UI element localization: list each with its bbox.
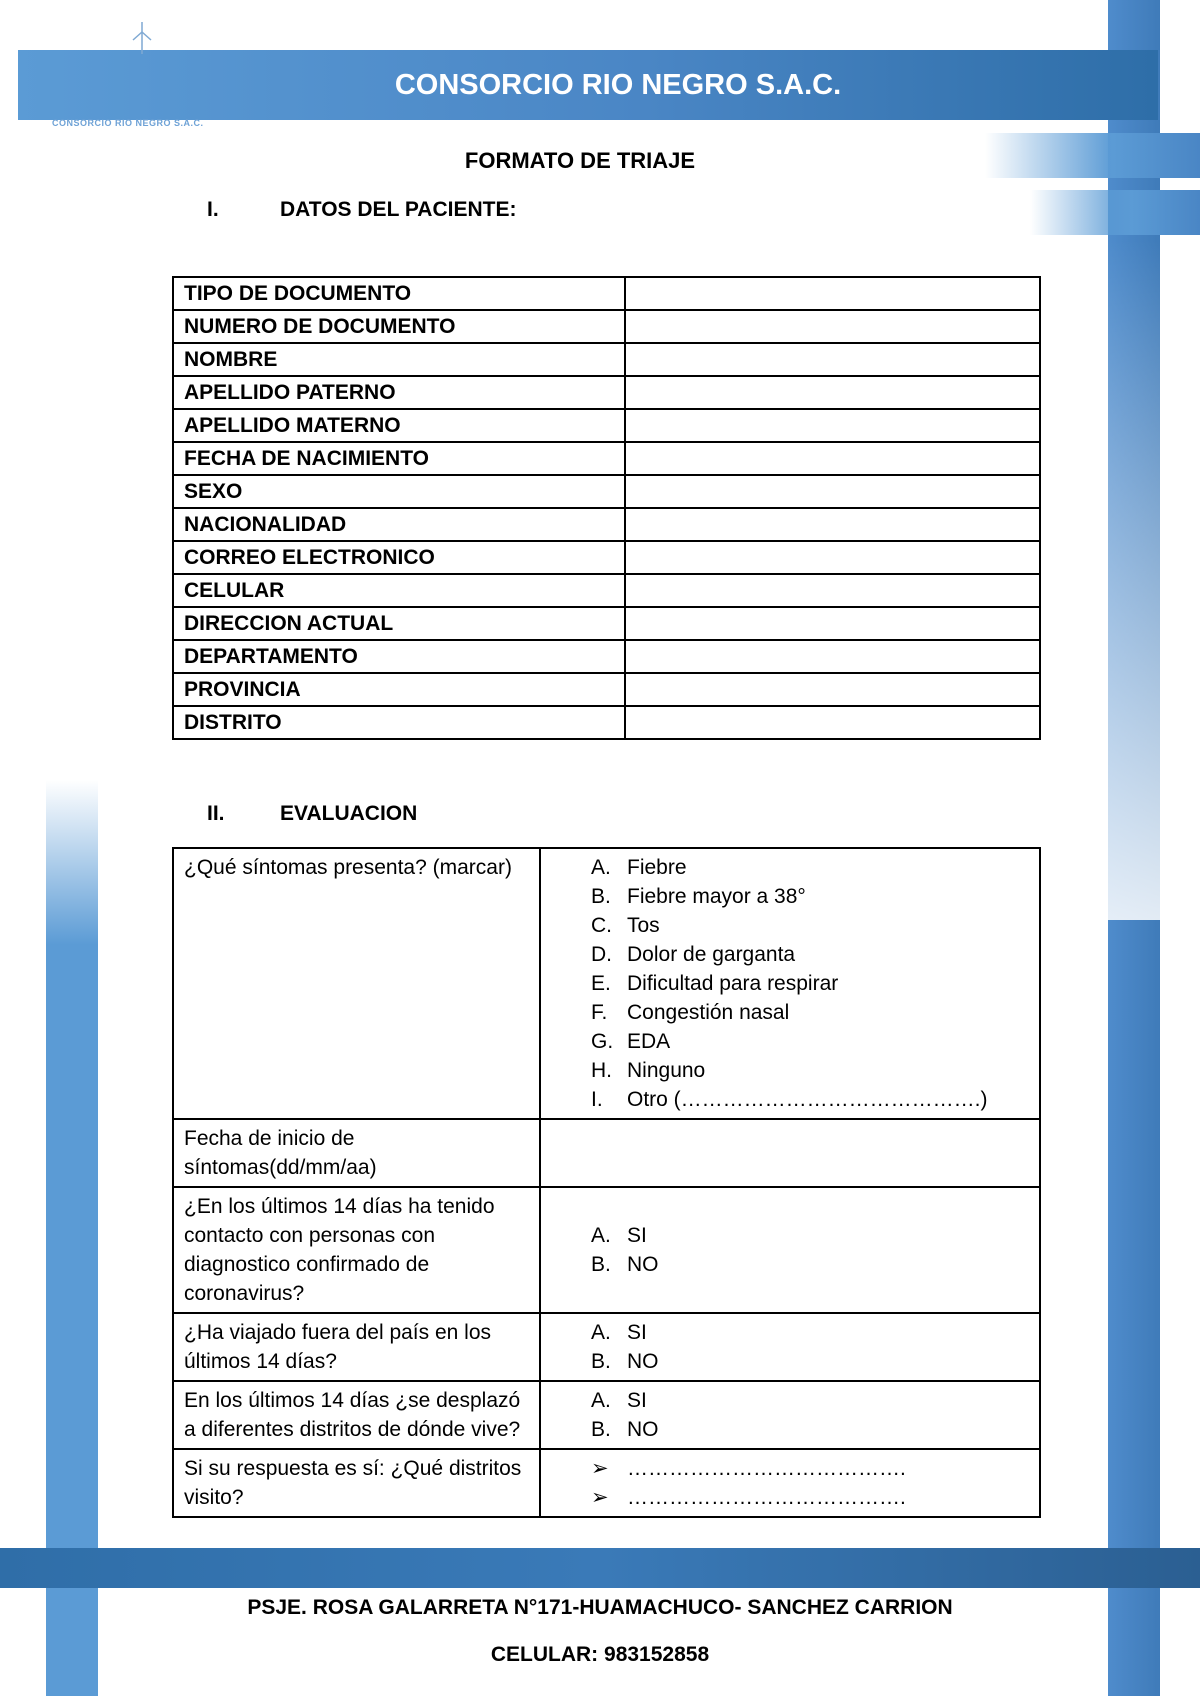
patient-row bbox=[173, 607, 1040, 640]
patient-field-label: DISTRITO bbox=[173, 706, 625, 739]
which-districts-question: Si su respuesta es sí: ¿Qué distritos visito? bbox=[173, 1449, 540, 1517]
option-key: A. bbox=[591, 856, 611, 879]
blank-line: …………………………………. bbox=[627, 1486, 906, 1509]
patient-row bbox=[173, 442, 1040, 475]
yes-no-list bbox=[551, 1221, 1029, 1279]
option-key: I. bbox=[591, 1088, 603, 1111]
option-label: SI bbox=[627, 1389, 647, 1412]
right-band-fade bbox=[1108, 240, 1168, 920]
option-label: Otro (…………………………………….) bbox=[627, 1088, 988, 1111]
travel-question: ¿Ha viajado fuera del país en los últimos 14 días? bbox=[173, 1313, 540, 1381]
contact-question: ¿En los últimos 14 días ha tenido contacto con personas con diagnostico confirmado de coronavirus? bbox=[173, 1187, 540, 1313]
option-label: NO bbox=[627, 1418, 659, 1441]
patient-field-label: APELLIDO PATERNO bbox=[173, 376, 625, 409]
patient-field-value[interactable] bbox=[625, 541, 1040, 574]
patient-field-value[interactable] bbox=[625, 673, 1040, 706]
patient-field-value[interactable] bbox=[625, 442, 1040, 475]
symptoms-options bbox=[540, 848, 1040, 1119]
patient-row bbox=[173, 409, 1040, 442]
symptom-option[interactable] bbox=[591, 882, 1029, 911]
patient-row bbox=[173, 310, 1040, 343]
option-label: NO bbox=[627, 1350, 659, 1373]
symptom-option[interactable] bbox=[591, 1056, 1029, 1085]
yes-no-list bbox=[551, 1318, 1029, 1376]
eval-row-travel bbox=[173, 1313, 1040, 1381]
patient-field-value[interactable] bbox=[625, 376, 1040, 409]
arrow-bullet-icon: ➢ bbox=[591, 1457, 609, 1480]
symptom-option[interactable] bbox=[591, 969, 1029, 998]
symptom-option[interactable] bbox=[591, 998, 1029, 1027]
footer-band bbox=[0, 1548, 1200, 1588]
patient-field-value[interactable] bbox=[625, 409, 1040, 442]
patient-field-label: DEPARTAMENTO bbox=[173, 640, 625, 673]
option-key: B. bbox=[591, 885, 611, 908]
symptom-option[interactable] bbox=[591, 940, 1029, 969]
districts-question: En los últimos 14 días ¿se desplazó a diferentes distritos de dónde vive? bbox=[173, 1381, 540, 1449]
option-yes[interactable] bbox=[591, 1386, 1029, 1415]
eval-row-symptoms bbox=[173, 848, 1040, 1119]
symptom-option[interactable] bbox=[591, 911, 1029, 940]
option-key: B. bbox=[591, 1350, 611, 1373]
option-label: NO bbox=[627, 1253, 659, 1276]
patient-field-value[interactable] bbox=[625, 508, 1040, 541]
footer-address: PSJE. ROSA GALARRETA N°171-HUAMACHUCO- SANCHEZ CARRION bbox=[247, 1596, 953, 1619]
eval-row-which-districts bbox=[173, 1449, 1040, 1517]
travel-options bbox=[540, 1313, 1040, 1381]
option-key: D. bbox=[591, 943, 612, 966]
option-key: H. bbox=[591, 1059, 612, 1082]
wind-turbine-logo-icon bbox=[130, 18, 154, 54]
section-heading-evaluation bbox=[207, 802, 417, 826]
option-label: SI bbox=[627, 1224, 647, 1247]
blank-line: …………………………………. bbox=[627, 1457, 906, 1480]
contact-options bbox=[540, 1187, 1040, 1313]
arrow-bullet-icon: ➢ bbox=[591, 1486, 609, 1509]
option-no[interactable] bbox=[591, 1415, 1029, 1444]
patient-field-value[interactable] bbox=[625, 310, 1040, 343]
section-heading-patient bbox=[207, 198, 516, 222]
section-title: DATOS DEL PACIENTE: bbox=[280, 198, 517, 221]
option-yes[interactable] bbox=[591, 1221, 1029, 1250]
blank-line-item[interactable] bbox=[591, 1483, 1029, 1512]
patient-field-label: TIPO DE DOCUMENTO bbox=[173, 277, 625, 310]
onset-answer-cell[interactable] bbox=[540, 1119, 1040, 1187]
option-key: F. bbox=[591, 1001, 608, 1024]
option-label: Dificultad para respirar bbox=[627, 972, 839, 995]
logo-text: CONSORCIO RIO NEGRO S.A.C. bbox=[52, 118, 204, 128]
document-title: FORMATO DE TRIAJE bbox=[464, 148, 696, 173]
patient-field-value[interactable] bbox=[625, 343, 1040, 376]
patient-field-label: CELULAR bbox=[173, 574, 625, 607]
patient-row bbox=[173, 574, 1040, 607]
symptom-option[interactable] bbox=[591, 1085, 1029, 1114]
option-key: G. bbox=[591, 1030, 614, 1053]
option-label: Ninguno bbox=[627, 1059, 706, 1082]
option-key: B. bbox=[591, 1253, 611, 1276]
patient-field-label: SEXO bbox=[173, 475, 625, 508]
patient-field-label: PROVINCIA bbox=[173, 673, 625, 706]
patient-field-value[interactable] bbox=[625, 607, 1040, 640]
patient-field-value[interactable] bbox=[625, 475, 1040, 508]
symptoms-question: ¿Qué síntomas presenta? (marcar) bbox=[173, 848, 540, 1119]
patient-row bbox=[173, 706, 1040, 739]
patient-field-value[interactable] bbox=[625, 277, 1040, 310]
patient-row bbox=[173, 376, 1040, 409]
patient-row bbox=[173, 343, 1040, 376]
symptom-list bbox=[551, 853, 1029, 1114]
patient-data-table bbox=[172, 276, 1041, 740]
option-label: Tos bbox=[627, 914, 660, 937]
option-key: B. bbox=[591, 1418, 611, 1441]
company-name: CONSORCIO RIO NEGRO S.A.C. bbox=[394, 69, 842, 101]
option-no[interactable] bbox=[591, 1250, 1029, 1279]
option-label: Fiebre bbox=[627, 856, 687, 879]
option-key: A. bbox=[591, 1224, 611, 1247]
patient-field-label: FECHA DE NACIMIENTO bbox=[173, 442, 625, 475]
section-number: II. bbox=[207, 802, 225, 825]
symptom-option[interactable] bbox=[591, 853, 1029, 882]
patient-field-label: NOMBRE bbox=[173, 343, 625, 376]
footer-phone: CELULAR: 983152858 bbox=[490, 1643, 710, 1666]
option-label: SI bbox=[627, 1321, 647, 1344]
blank-lines-list bbox=[551, 1454, 1029, 1512]
option-label: Fiebre mayor a 38° bbox=[627, 885, 806, 908]
eval-row-districts bbox=[173, 1381, 1040, 1449]
option-no[interactable] bbox=[591, 1347, 1029, 1376]
patient-row bbox=[173, 541, 1040, 574]
option-yes[interactable] bbox=[591, 1318, 1029, 1347]
option-key: A. bbox=[591, 1389, 611, 1412]
patient-row bbox=[173, 277, 1040, 310]
onset-question: Fecha de inicio de síntomas(dd/mm/aa) bbox=[173, 1119, 540, 1187]
option-label: EDA bbox=[627, 1030, 671, 1053]
right-stripe-2 bbox=[1030, 190, 1200, 235]
option-label: Congestión nasal bbox=[627, 1001, 790, 1024]
patient-field-value[interactable] bbox=[625, 706, 1040, 739]
patient-row bbox=[173, 475, 1040, 508]
patient-row bbox=[173, 508, 1040, 541]
yes-no-list bbox=[551, 1386, 1029, 1444]
patient-field-value[interactable] bbox=[625, 640, 1040, 673]
section-number: I. bbox=[207, 198, 219, 221]
eval-row-onset bbox=[173, 1119, 1040, 1187]
patient-field-label: NUMERO DE DOCUMENTO bbox=[173, 310, 625, 343]
option-key: A. bbox=[591, 1321, 611, 1344]
patient-field-label: APELLIDO MATERNO bbox=[173, 409, 625, 442]
evaluation-table bbox=[172, 847, 1041, 1518]
section-title: EVALUACION bbox=[280, 802, 418, 825]
eval-row-contact bbox=[173, 1187, 1040, 1313]
patient-field-label: DIRECCION ACTUAL bbox=[173, 607, 625, 640]
districts-options bbox=[540, 1381, 1040, 1449]
option-key: E. bbox=[591, 972, 611, 995]
patient-field-label: NACIONALIDAD bbox=[173, 508, 625, 541]
symptom-option[interactable] bbox=[591, 1027, 1029, 1056]
patient-field-value[interactable] bbox=[625, 574, 1040, 607]
option-key: C. bbox=[591, 914, 612, 937]
patient-row bbox=[173, 640, 1040, 673]
option-label: Dolor de garganta bbox=[627, 943, 796, 966]
which-districts-answers bbox=[540, 1449, 1040, 1517]
patient-row bbox=[173, 673, 1040, 706]
blank-line-item[interactable] bbox=[591, 1454, 1029, 1483]
patient-field-label: CORREO ELECTRONICO bbox=[173, 541, 625, 574]
